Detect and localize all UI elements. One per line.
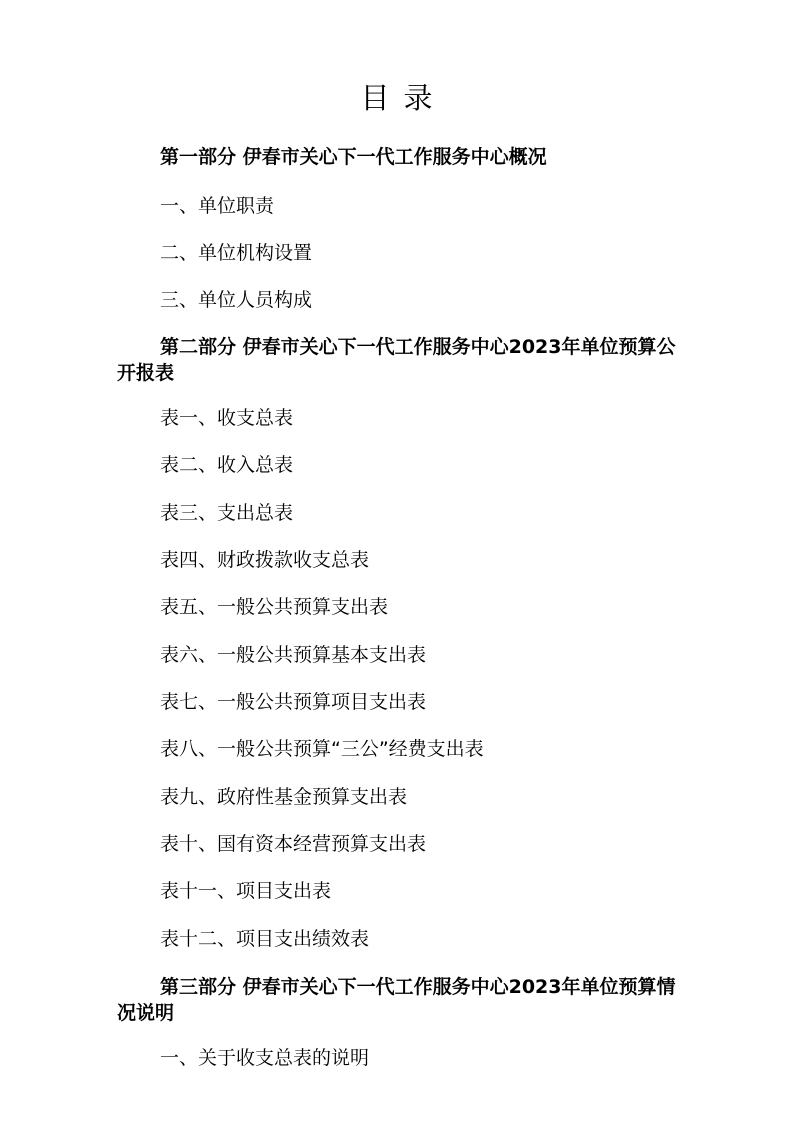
toc-item: 表二、收入总表 bbox=[160, 454, 294, 476]
part3-heading: 第三部分 伊春市关心下一代工作服务中心2023年单位预算情况说明 bbox=[117, 976, 676, 1024]
page-title: 目录 bbox=[360, 81, 447, 115]
toc-item: 表六、一般公共预算基本支出表 bbox=[160, 644, 427, 666]
toc-item: 表一、收支总表 bbox=[160, 407, 294, 429]
toc-item: 表十、国有资本经营预算支出表 bbox=[160, 833, 427, 855]
toc-item: 表八、一般公共预算“三公”经费支出表 bbox=[160, 738, 484, 760]
toc-item: 表十一、项目支出表 bbox=[160, 880, 332, 902]
part2-heading: 第二部分 伊春市关心下一代工作服务中心2023年单位预算公开报表 bbox=[117, 336, 676, 384]
toc-item: 一、单位职责 bbox=[160, 195, 275, 217]
toc-item: 表四、财政拨款收支总表 bbox=[160, 549, 370, 571]
toc-item: 表九、政府性基金预算支出表 bbox=[160, 786, 408, 808]
toc-item: 二、单位机构设置 bbox=[160, 242, 313, 264]
toc-item: 表三、支出总表 bbox=[160, 502, 294, 524]
part1-heading: 第一部分 伊春市关心下一代工作服务中心概况 bbox=[160, 146, 547, 168]
toc-item: 表五、一般公共预算支出表 bbox=[160, 596, 389, 618]
toc-item: 三、单位人员构成 bbox=[160, 289, 313, 311]
toc-item: 表十二、项目支出绩效表 bbox=[160, 928, 370, 950]
toc-item: 一、关于收支总表的说明 bbox=[160, 1047, 370, 1069]
toc-item: 表七、一般公共预算项目支出表 bbox=[160, 691, 427, 713]
